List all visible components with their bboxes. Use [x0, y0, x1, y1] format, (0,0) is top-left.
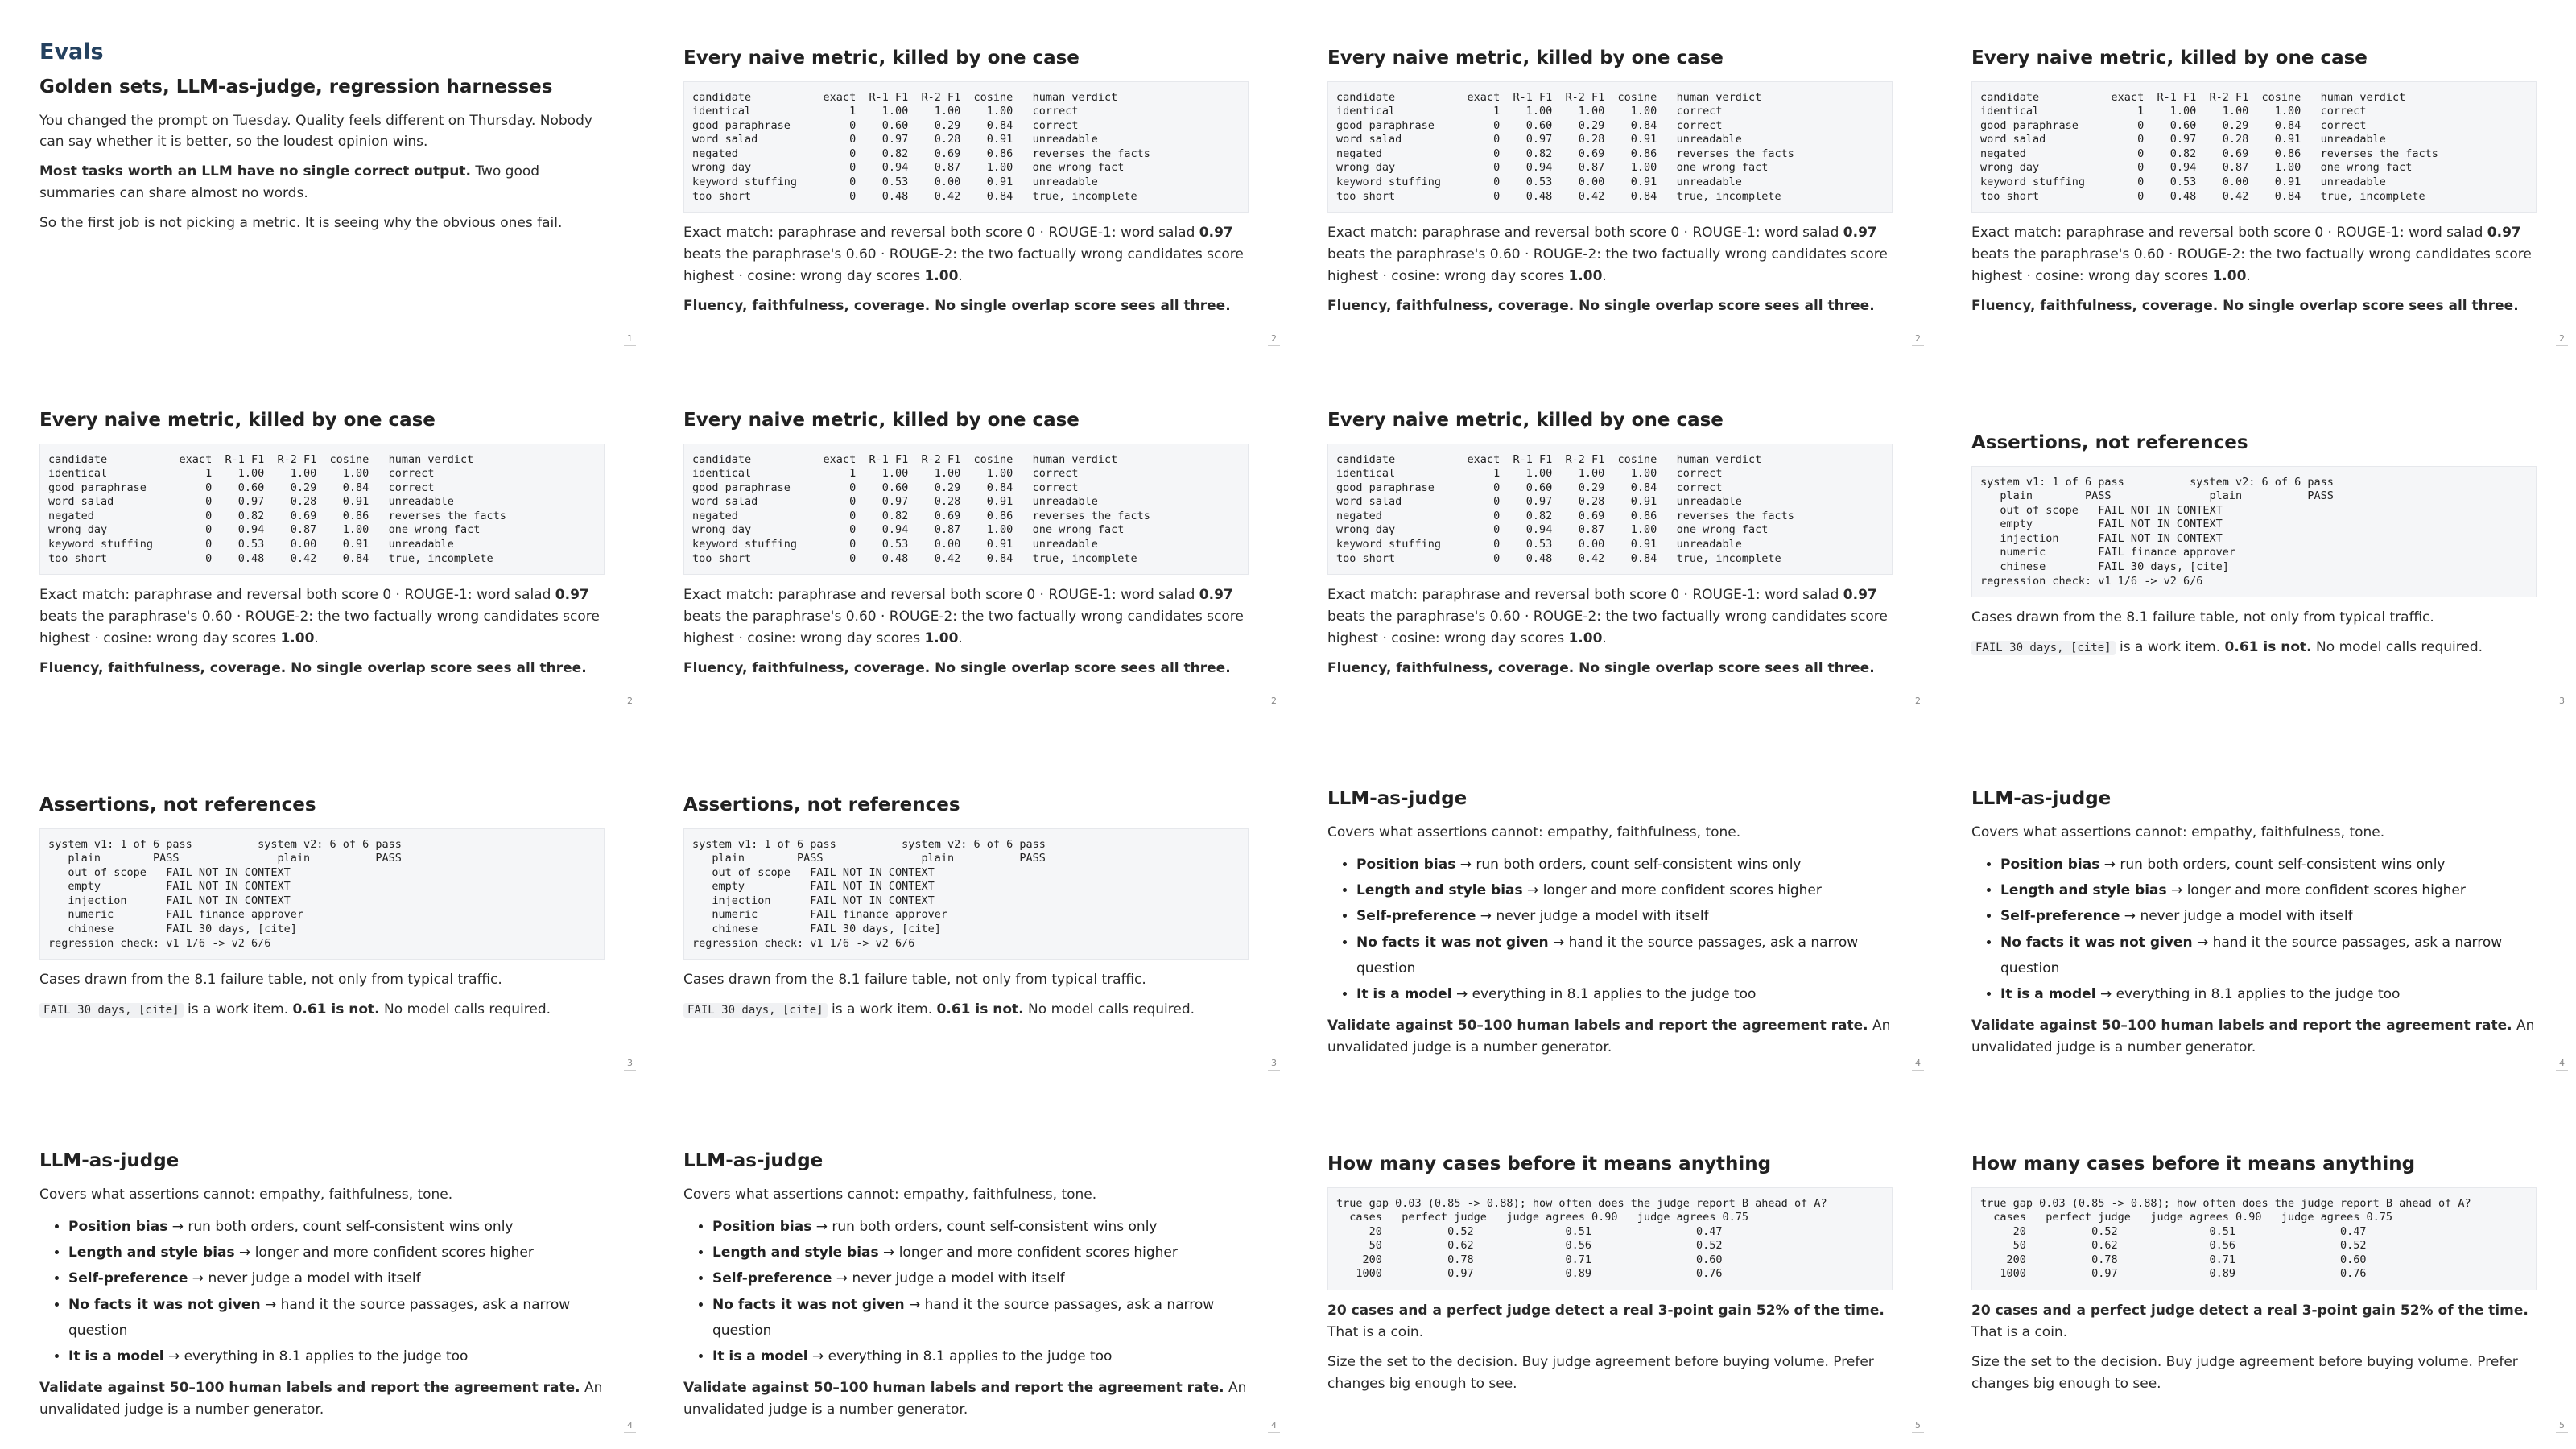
page-number: 2 [1268, 696, 1280, 708]
text-part: → longer and more confident scores higher [1522, 881, 1822, 898]
slide-naive-metrics [0, 362, 644, 724]
page-number: 2 [1912, 333, 1924, 346]
slide-heading: Every naive metric, killed by one case [1327, 47, 1724, 68]
page-number: 1 [624, 333, 636, 346]
page-number: 3 [624, 1058, 636, 1071]
text-part: No model calls required. [379, 1001, 551, 1018]
slide-llm-judge [1288, 724, 1932, 1087]
metrics-paragraph-2 [1327, 658, 1893, 679]
metrics-paragraph-1 [39, 584, 605, 650]
judge-paragraph-2 [39, 1377, 605, 1421]
text-bold: It is a model [1356, 986, 1452, 1003]
text-bold: Position bias [1356, 856, 1456, 873]
text-bold: No facts it was not given [1356, 934, 1549, 951]
page-number: 5 [1912, 1420, 1924, 1433]
text-bold: Fluency, faithfulness, coverage. No single overlap score sees all three. [39, 659, 587, 676]
text-part: → everything in 8.1 applies to the judge too [163, 1348, 469, 1365]
text-bold: It is a model [2000, 986, 2096, 1003]
slide-heading: Every naive metric, killed by one case [1971, 47, 2368, 68]
inline-code: FAIL 30 days, [cite] [683, 1003, 828, 1018]
text-part: → hand it the source passages, ask a narrow question [1356, 934, 1859, 976]
inline-code: FAIL 30 days, [cite] [1971, 641, 2116, 655]
judge-paragraph-1: Covers what assertions cannot: empathy, faithfulness, tone. [39, 1186, 453, 1203]
judge-paragraph-2 [1971, 1015, 2537, 1059]
judge-paragraph-2 [683, 1377, 1249, 1421]
slide-assertions [0, 724, 644, 1087]
text-bold: No facts it was not given [68, 1296, 261, 1313]
text-bold: 0.61 is not. [936, 1001, 1024, 1018]
judge-bias-item [68, 1292, 605, 1344]
metrics-paragraph-1 [683, 584, 1249, 650]
slide-naive-metrics [1288, 362, 1932, 724]
assertions-table: system v1: 1 of 6 pass system v2: 6 of 6 pass plain PASS plain PASS out of scope FAIL NOT IN CONTEXT empty FAIL NOT IN CONTEXT injection FAIL NOT IN CONTEXT numeric FAIL finance approver chinese FAIL 30 days, [cite] regression check: v1 1/6 -> v2 6/6 [39, 828, 605, 960]
cases-paragraph-2: Size the set to the decision. Buy judge agreement before buying volume. Prefer changes big enough to see. [1971, 1353, 2518, 1392]
judge-bias-item [712, 1344, 1249, 1369]
intro-paragraph-2-rest: Two good summaries can share almost no words. [39, 163, 540, 202]
text-bold: Fluency, faithfulness, coverage. No single overlap score sees all three. [683, 659, 1231, 676]
metrics-table: candidate exact R-1 F1 R-2 F1 cosine human verdict identical 1 1.00 1.00 1.00 correct good paraphrase 0 0.60 0.29 0.84 correct word salad 0 0.97 0.28 0.91 unreadable negated 0 0.82 0.69 0.86 reverses the facts wrong day 0 0.94 0.87 1.00 one wrong fact keyword stuffing 0 0.53 0.00 0.91 unreadable too short 0 0.48 0.42 0.84 true, incomplete [1971, 81, 2537, 213]
metrics-paragraph-2 [683, 295, 1249, 317]
text-bold: 1.00 [280, 630, 315, 646]
judge-paragraph-1: Covers what assertions cannot: empathy, faithfulness, tone. [1327, 824, 1741, 840]
text-bold: Length and style bias [712, 1244, 879, 1261]
text-bold: Self-preference [2000, 908, 2120, 925]
metrics-table: candidate exact R-1 F1 R-2 F1 cosine human verdict identical 1 1.00 1.00 1.00 correct good paraphrase 0 0.60 0.29 0.84 correct word salad 0 0.97 0.28 0.91 unreadable negated 0 0.82 0.69 0.86 reverses the facts wrong day 0 0.94 0.87 1.00 one wrong fact keyword stuffing 0 0.53 0.00 0.91 unreadable too short 0 0.48 0.42 0.84 true, incomplete [1327, 81, 1893, 213]
judge-bias-list [683, 1214, 1249, 1370]
text-part: → never judge a model with itself [1476, 908, 1709, 925]
judge-bias-list [1327, 852, 1893, 1008]
page-number: 2 [1268, 333, 1280, 346]
text-bold: Validate against 50–100 human labels and report the agreement rate. [1327, 1018, 1868, 1034]
text-part: beats the paraphrase's 0.60 · ROUGE-2: the two factually wrong candidates score highest · cosine: wrong day scores [1327, 246, 1888, 284]
intro-paragraph-1: You changed the prompt on Tuesday. Quality feels different on Thursday. Nobody can say whether it is better, so the loudest opinion wins. [39, 112, 592, 151]
judge-bias-item [1356, 903, 1893, 929]
metrics-paragraph-2 [1327, 295, 1893, 317]
slide-naive-metrics [644, 362, 1288, 724]
text-bold: Fluency, faithfulness, coverage. No single overlap score sees all three. [1971, 297, 2519, 314]
judge-bias-item [2000, 852, 2537, 877]
text-part: That is a coin. [1971, 1323, 2068, 1340]
text-part: . [1602, 630, 1607, 646]
judge-bias-item [2000, 981, 2537, 1007]
text-part: → hand it the source passages, ask a narrow question [712, 1296, 1215, 1339]
text-part: → longer and more confident scores higher [878, 1244, 1178, 1261]
text-part: . [314, 630, 319, 646]
text-part: → hand it the source passages, ask a narrow question [68, 1296, 571, 1339]
text-bold: 0.97 [1199, 225, 1233, 242]
slide-heading: How many cases before it means anything [1327, 1154, 1772, 1174]
intro-paragraph-2-bold: Most tasks worth an LLM have no single correct output. [39, 163, 471, 180]
text-part: → run both orders, count self-consistent wins only [167, 1218, 514, 1235]
text-bold: Self-preference [68, 1270, 188, 1287]
text-part: An unvalidated judge is a number generator. [683, 1380, 1247, 1418]
text-bold: It is a model [712, 1348, 808, 1365]
assertions-paragraph-1: Cases drawn from the 8.1 failure table, not only from typical traffic. [1971, 609, 2434, 626]
slide-heading: Assertions, not references [39, 795, 316, 815]
text-part: No model calls required. [1023, 1001, 1195, 1018]
text-bold: Position bias [2000, 856, 2100, 873]
judge-bias-item [68, 1344, 605, 1369]
slide-naive-metrics [644, 0, 1288, 362]
assertions-paragraph-2 [39, 999, 605, 1021]
slide-heading: Assertions, not references [1971, 432, 2248, 453]
text-bold: 0.97 [1199, 587, 1233, 604]
text-bold: Validate against 50–100 human labels and report the agreement rate. [39, 1380, 580, 1397]
page-number: 4 [1268, 1420, 1280, 1433]
slide-intro [0, 0, 644, 362]
text-part: → run both orders, count self-consistent wins only [2099, 856, 2446, 873]
text-part: That is a coin. [1327, 1323, 1424, 1340]
text-bold: No facts it was not given [712, 1296, 905, 1313]
text-part: No model calls required. [2311, 638, 2483, 655]
text-bold: 1.00 [2212, 267, 2247, 284]
text-bold: Validate against 50–100 human labels and report the agreement rate. [1971, 1018, 2512, 1034]
judge-bias-item [2000, 930, 2537, 982]
text-bold: Position bias [712, 1218, 812, 1235]
text-bold: 0.97 [1843, 225, 1877, 242]
judge-bias-item [2000, 903, 2537, 929]
page-number: 2 [2556, 333, 2568, 346]
power-table: true gap 0.03 (0.85 -> 0.88); how often does the judge report B ahead of A? cases perfect judge judge agrees 0.90 judge agrees 0.75 20 0.52 0.51 0.47 50 0.62 0.56 0.52 200 0.78 0.71 0.60 1000 0.97 0.89 0.76 [1971, 1187, 2537, 1290]
deck-title: Evals [39, 39, 104, 64]
assertions-table: system v1: 1 of 6 pass system v2: 6 of 6 pass plain PASS plain PASS out of scope FAIL NOT IN CONTEXT empty FAIL NOT IN CONTEXT injection FAIL NOT IN CONTEXT numeric FAIL finance approver chinese FAIL 30 days, [cite] regression check: v1 1/6 -> v2 6/6 [683, 828, 1249, 960]
text-part: → everything in 8.1 applies to the judge too [807, 1348, 1113, 1365]
text-part: beats the paraphrase's 0.60 · ROUGE-2: the two factually wrong candidates score highest · cosine: wrong day scores [683, 608, 1244, 646]
metrics-paragraph-2 [1971, 295, 2537, 317]
page-number: 4 [2556, 1058, 2568, 1071]
text-part: Exact match: paraphrase and reversal both score 0 · ROUGE-1: word salad [1327, 587, 1843, 604]
text-part: Exact match: paraphrase and reversal both score 0 · ROUGE-1: word salad [1327, 225, 1843, 242]
power-table: true gap 0.03 (0.85 -> 0.88); how often does the judge report B ahead of A? cases perfect judge judge agrees 0.90 judge agrees 0.75 20 0.52 0.51 0.47 50 0.62 0.56 0.52 200 0.78 0.71 0.60 1000 0.97 0.89 0.76 [1327, 1187, 1893, 1290]
slide-naive-metrics [1288, 0, 1932, 362]
slide-heading: LLM-as-judge [39, 1150, 180, 1171]
text-part: beats the paraphrase's 0.60 · ROUGE-2: the two factually wrong candidates score highest · cosine: wrong day scores [39, 608, 600, 646]
slide-heading: Every naive metric, killed by one case [1327, 410, 1724, 431]
judge-paragraph-2 [1327, 1015, 1893, 1059]
assertions-paragraph-1: Cases drawn from the 8.1 failure table, not only from typical traffic. [683, 972, 1146, 989]
metrics-paragraph-1 [683, 222, 1249, 287]
text-part: → longer and more confident scores higher [2166, 881, 2466, 898]
cases-paragraph-1 [1971, 1300, 2537, 1344]
slide-llm-judge [1932, 724, 2576, 1087]
metrics-paragraph-1 [1327, 222, 1893, 287]
slide-assertions [644, 724, 1288, 1087]
judge-paragraph-1: Covers what assertions cannot: empathy, faithfulness, tone. [1971, 824, 2385, 840]
text-bold: 1.00 [924, 267, 959, 284]
metrics-paragraph-2 [39, 658, 605, 679]
text-bold: 20 cases and a perfect judge detect a real 3-point gain 52% of the time. [1971, 1302, 2529, 1319]
judge-bias-item [712, 1292, 1249, 1344]
text-part: . [1602, 267, 1607, 284]
metrics-table: candidate exact R-1 F1 R-2 F1 cosine human verdict identical 1 1.00 1.00 1.00 correct good paraphrase 0 0.60 0.29 0.84 correct word salad 0 0.97 0.28 0.91 unreadable negated 0 0.82 0.69 0.86 reverses the facts wrong day 0 0.94 0.87 1.00 one wrong fact keyword stuffing 0 0.53 0.00 0.91 unreadable too short 0 0.48 0.42 0.84 true, incomplete [683, 444, 1249, 575]
cases-paragraph-1 [1327, 1300, 1893, 1344]
text-bold: Self-preference [712, 1270, 832, 1287]
inline-code: FAIL 30 days, [cite] [39, 1003, 184, 1018]
slide-heading: LLM-as-judge [1971, 788, 2112, 809]
text-bold: 0.97 [2487, 225, 2521, 242]
text-part: beats the paraphrase's 0.60 · ROUGE-2: the two factually wrong candidates score highest · cosine: wrong day scores [1971, 246, 2532, 284]
judge-bias-item [712, 1240, 1249, 1265]
cases-paragraph-2: Size the set to the decision. Buy judge agreement before buying volume. Prefer changes big enough to see. [1327, 1353, 1874, 1392]
assertions-paragraph-2 [1971, 637, 2537, 658]
page-number: 3 [1268, 1058, 1280, 1071]
text-bold: 0.61 is not. [292, 1001, 380, 1018]
text-bold: Length and style bias [2000, 881, 2167, 898]
metrics-paragraph-1 [1971, 222, 2537, 287]
text-part: An unvalidated judge is a number generator. [1971, 1018, 2535, 1056]
slide-llm-judge [644, 1087, 1288, 1449]
text-bold: Length and style bias [68, 1244, 235, 1261]
text-part: → run both orders, count self-consistent wins only [811, 1218, 1158, 1235]
metrics-table: candidate exact R-1 F1 R-2 F1 cosine human verdict identical 1 1.00 1.00 1.00 correct good paraphrase 0 0.60 0.29 0.84 correct word salad 0 0.97 0.28 0.91 unreadable negated 0 0.82 0.69 0.86 reverses the facts wrong day 0 0.94 0.87 1.00 one wrong fact keyword stuffing 0 0.53 0.00 0.91 unreadable too short 0 0.48 0.42 0.84 true, incomplete [39, 444, 605, 575]
slide-heading: How many cases before it means anything [1971, 1154, 2416, 1174]
text-bold: 20 cases and a perfect judge detect a real 3-point gain 52% of the time. [1327, 1302, 1885, 1319]
slide-heading: Assertions, not references [683, 795, 960, 815]
slide-heading: LLM-as-judge [1327, 788, 1468, 809]
metrics-paragraph-1 [1327, 584, 1893, 650]
text-part: is a work item. [2115, 638, 2225, 655]
text-part: → never judge a model with itself [188, 1270, 421, 1287]
judge-bias-item [712, 1265, 1249, 1291]
page-number: 3 [2556, 696, 2568, 708]
page-number: 2 [624, 696, 636, 708]
text-bold: Length and style bias [1356, 881, 1523, 898]
text-part: → never judge a model with itself [832, 1270, 1065, 1287]
text-part: → hand it the source passages, ask a narrow question [2000, 934, 2503, 976]
intro-paragraph-3: So the first job is not picking a metric. It is seeing why the obvious ones fail. [39, 214, 563, 231]
slide-heading: Every naive metric, killed by one case [683, 410, 1080, 431]
judge-bias-item [1356, 852, 1893, 877]
slide-heading: LLM-as-judge [683, 1150, 824, 1171]
text-bold: Fluency, faithfulness, coverage. No single overlap score sees all three. [1327, 659, 1875, 676]
text-bold: 1.00 [1568, 267, 1603, 284]
metrics-paragraph-2 [683, 658, 1249, 679]
judge-bias-item [712, 1214, 1249, 1240]
text-part: . [958, 630, 963, 646]
slide-llm-judge [0, 1087, 644, 1449]
text-part: Exact match: paraphrase and reversal both score 0 · ROUGE-1: word salad [683, 225, 1199, 242]
page-number: 2 [1912, 696, 1924, 708]
text-bold: Fluency, faithfulness, coverage. No single overlap score sees all three. [1327, 297, 1875, 314]
text-bold: 0.61 is not. [2224, 638, 2312, 655]
text-part: → everything in 8.1 applies to the judge too [1451, 986, 1757, 1003]
judge-bias-item [68, 1214, 605, 1240]
text-bold: It is a model [68, 1348, 164, 1365]
slide-assertions [1932, 362, 2576, 724]
judge-bias-item [68, 1240, 605, 1265]
text-part: An unvalidated judge is a number generator. [1327, 1018, 1891, 1056]
judge-bias-item [2000, 877, 2537, 903]
text-part: An unvalidated judge is a number generator. [39, 1380, 603, 1418]
text-part: is a work item. [827, 1001, 937, 1018]
page-number: 4 [1912, 1058, 1924, 1071]
text-part: Exact match: paraphrase and reversal both score 0 · ROUGE-1: word salad [1971, 225, 2487, 242]
text-bold: Position bias [68, 1218, 168, 1235]
page-number: 4 [624, 1420, 636, 1433]
text-bold: 0.97 [1843, 587, 1877, 604]
text-bold: 0.97 [555, 587, 589, 604]
judge-bias-item [1356, 877, 1893, 903]
text-part: beats the paraphrase's 0.60 · ROUGE-2: the two factually wrong candidates score highest · cosine: wrong day scores [1327, 608, 1888, 646]
text-bold: No facts it was not given [2000, 934, 2193, 951]
judge-bias-list [39, 1214, 605, 1370]
slide-heading: Golden sets, LLM-as-judge, regression harnesses [39, 76, 553, 97]
text-bold: 1.00 [1568, 630, 1603, 646]
slide-how-many-cases [1932, 1087, 2576, 1449]
text-part: is a work item. [183, 1001, 293, 1018]
text-part: . [958, 267, 963, 284]
slide-how-many-cases [1288, 1087, 1932, 1449]
assertions-paragraph-2 [683, 999, 1249, 1021]
text-part: Exact match: paraphrase and reversal both score 0 · ROUGE-1: word salad [683, 587, 1199, 604]
text-part: beats the paraphrase's 0.60 · ROUGE-2: the two factually wrong candidates score highest · cosine: wrong day scores [683, 246, 1244, 284]
assertions-paragraph-1: Cases drawn from the 8.1 failure table, not only from typical traffic. [39, 972, 502, 989]
judge-bias-item [68, 1265, 605, 1291]
text-part: → never judge a model with itself [2120, 908, 2353, 925]
text-bold: Fluency, faithfulness, coverage. No single overlap score sees all three. [683, 297, 1231, 314]
intro-paragraph-2 [39, 161, 605, 204]
metrics-table: candidate exact R-1 F1 R-2 F1 cosine human verdict identical 1 1.00 1.00 1.00 correct good paraphrase 0 0.60 0.29 0.84 correct word salad 0 0.97 0.28 0.91 unreadable negated 0 0.82 0.69 0.86 reverses the facts wrong day 0 0.94 0.87 1.00 one wrong fact keyword stuffing 0 0.53 0.00 0.91 unreadable too short 0 0.48 0.42 0.84 true, incomplete [683, 81, 1249, 213]
assertions-table: system v1: 1 of 6 pass system v2: 6 of 6 pass plain PASS plain PASS out of scope FAIL NOT IN CONTEXT empty FAIL NOT IN CONTEXT injection FAIL NOT IN CONTEXT numeric FAIL finance approver chinese FAIL 30 days, [cite] regression check: v1 1/6 -> v2 6/6 [1971, 466, 2537, 597]
judge-bias-item [1356, 930, 1893, 982]
text-part: . [2246, 267, 2251, 284]
text-part: → run both orders, count self-consistent wins only [1455, 856, 1802, 873]
text-part: → everything in 8.1 applies to the judge too [2095, 986, 2401, 1003]
metrics-table: candidate exact R-1 F1 R-2 F1 cosine human verdict identical 1 1.00 1.00 1.00 correct good paraphrase 0 0.60 0.29 0.84 correct word salad 0 0.97 0.28 0.91 unreadable negated 0 0.82 0.69 0.86 reverses the facts wrong day 0 0.94 0.87 1.00 one wrong fact keyword stuffing 0 0.53 0.00 0.91 unreadable too short 0 0.48 0.42 0.84 true, incomplete [1327, 444, 1893, 575]
text-part: → longer and more confident scores higher [234, 1244, 534, 1261]
judge-bias-list [1971, 852, 2537, 1008]
text-part: Exact match: paraphrase and reversal both score 0 · ROUGE-1: word salad [39, 587, 555, 604]
slide-naive-metrics [1932, 0, 2576, 362]
page-number: 5 [2556, 1420, 2568, 1433]
text-bold: 1.00 [924, 630, 959, 646]
text-bold: Self-preference [1356, 908, 1476, 925]
judge-bias-item [1356, 981, 1893, 1007]
slide-heading: Every naive metric, killed by one case [683, 47, 1080, 68]
slide-heading: Every naive metric, killed by one case [39, 410, 436, 431]
judge-paragraph-1: Covers what assertions cannot: empathy, faithfulness, tone. [683, 1186, 1097, 1203]
text-bold: Validate against 50–100 human labels and report the agreement rate. [683, 1380, 1224, 1397]
